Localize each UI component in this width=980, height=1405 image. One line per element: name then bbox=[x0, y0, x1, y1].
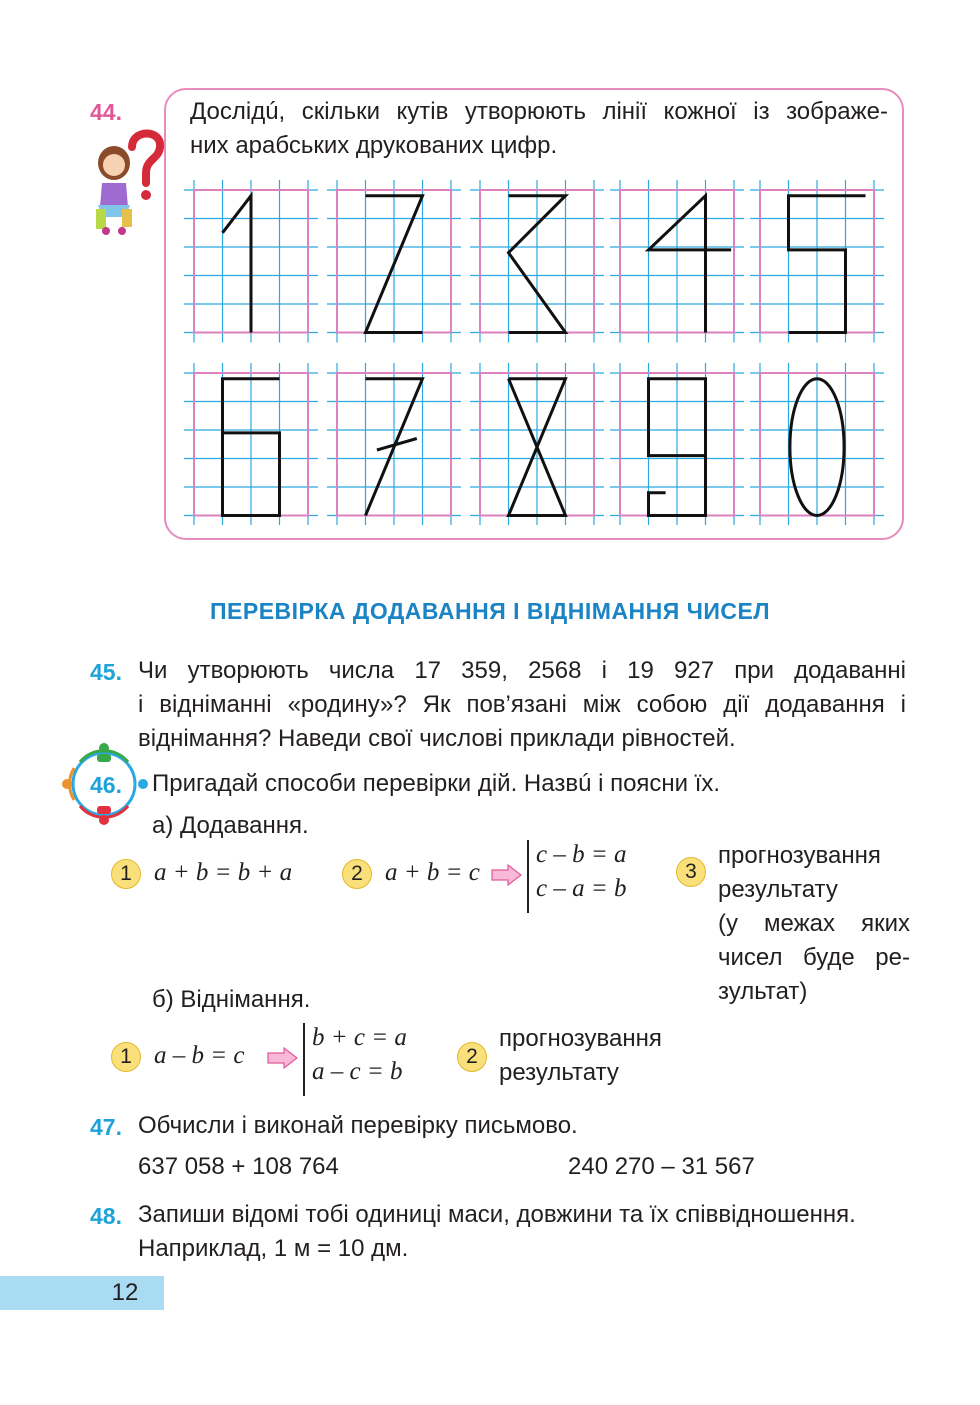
equation-a-2: a + b = c bbox=[385, 859, 480, 886]
task-47-text: Обчисли і виконай перевірку письмово. bbox=[138, 1112, 578, 1139]
girl-with-question-mark-icon bbox=[92, 125, 164, 237]
task-47-expr2: 240 270 – 31 567 bbox=[568, 1153, 755, 1180]
badge-b-1: 1 bbox=[111, 1042, 141, 1072]
badge-a-1: 1 bbox=[111, 859, 141, 889]
check-b-1: b + c = a bbox=[312, 1024, 407, 1051]
pink-arrow-icon bbox=[490, 864, 522, 886]
task-45-line1: Чи утворюють числа 17 359, 2568 і 19 927 при додаванні bbox=[138, 657, 906, 684]
digit-grid-4 bbox=[610, 180, 744, 343]
task-45-line2: і відніманні «родину»? Як пов’язані між собою дії додавання і bbox=[138, 691, 906, 718]
digit-stroke-4 bbox=[649, 196, 732, 333]
digit-stroke-1 bbox=[223, 196, 252, 333]
check-a-1: c – b = a bbox=[536, 841, 627, 868]
task-44-number: 44. bbox=[90, 99, 122, 125]
note-b-line1: прогнозування bbox=[499, 1025, 662, 1052]
badge-b-2: 2 bbox=[457, 1042, 487, 1072]
note-a-line3: (у межах яких bbox=[718, 910, 910, 937]
note-a-line5: зультат) bbox=[718, 978, 808, 1005]
task-47-expr1: 637 058 + 108 764 bbox=[138, 1153, 339, 1180]
bracket-line-a bbox=[527, 840, 529, 913]
task-48-number: 48. bbox=[90, 1203, 122, 1229]
task-46-number: 46. bbox=[90, 772, 122, 798]
section-title: ПЕРЕВІРКА ДОДАВАННЯ І ВІДНІМАННЯ ЧИСЕЛ bbox=[210, 598, 770, 624]
digit-grid-0 bbox=[750, 363, 884, 525]
check-a-2: c – a = b bbox=[536, 875, 627, 902]
digit-grid-7 bbox=[327, 363, 461, 525]
equation-a-1: a + b = b + a bbox=[154, 859, 293, 886]
task-46-b-label: б) Віднімання. bbox=[152, 986, 311, 1013]
digit-stroke-5 bbox=[789, 196, 866, 333]
note-a-line2: результату bbox=[718, 876, 838, 903]
digit-grid-2 bbox=[327, 180, 461, 343]
digit-grid-9 bbox=[610, 363, 744, 525]
task-47-number: 47. bbox=[90, 1114, 122, 1140]
badge-a-2: 2 bbox=[342, 859, 372, 889]
badge-a-3: 3 bbox=[676, 857, 706, 887]
task-48-line2: Наприклад, 1 м = 10 дм. bbox=[138, 1235, 409, 1262]
digit-grid-1 bbox=[184, 180, 318, 343]
page-number: 12 bbox=[111, 1279, 139, 1306]
task-44-line1: Дослідú, скільки кутів утворюють лінії кожної із зображе- bbox=[190, 98, 888, 125]
bracket-line-b bbox=[303, 1023, 305, 1096]
note-a-line1: прогнозування bbox=[718, 842, 881, 869]
digit-grids bbox=[180, 180, 900, 525]
task-45-line3: віднімання? Наведи свої числові приклади рівностей. bbox=[138, 725, 736, 752]
digit-grid-3 bbox=[470, 180, 604, 343]
task-46-a-label: а) Додавання. bbox=[152, 812, 309, 839]
digit-grid-5 bbox=[750, 180, 884, 343]
task-45-number: 45. bbox=[90, 659, 122, 685]
note-a-line4: чисел буде ре- bbox=[718, 944, 910, 971]
digit-grid-6 bbox=[184, 363, 318, 525]
task-46-intro: Пригадай способи перевірки дій. Назвú і поясни їх. bbox=[152, 770, 721, 797]
task-44-line2: них арабських друкованих цифр. bbox=[190, 132, 558, 159]
digit-grid-8 bbox=[470, 363, 604, 525]
note-b-line2: результату bbox=[499, 1059, 619, 1086]
task-48-line1: Запиши відомі тобі одиниці маси, довжини та їх співвідношення. bbox=[138, 1201, 856, 1228]
pink-arrow-icon bbox=[266, 1047, 298, 1069]
equation-b-1: a – b = c bbox=[154, 1042, 245, 1069]
check-b-2: a – c = b bbox=[312, 1058, 403, 1085]
